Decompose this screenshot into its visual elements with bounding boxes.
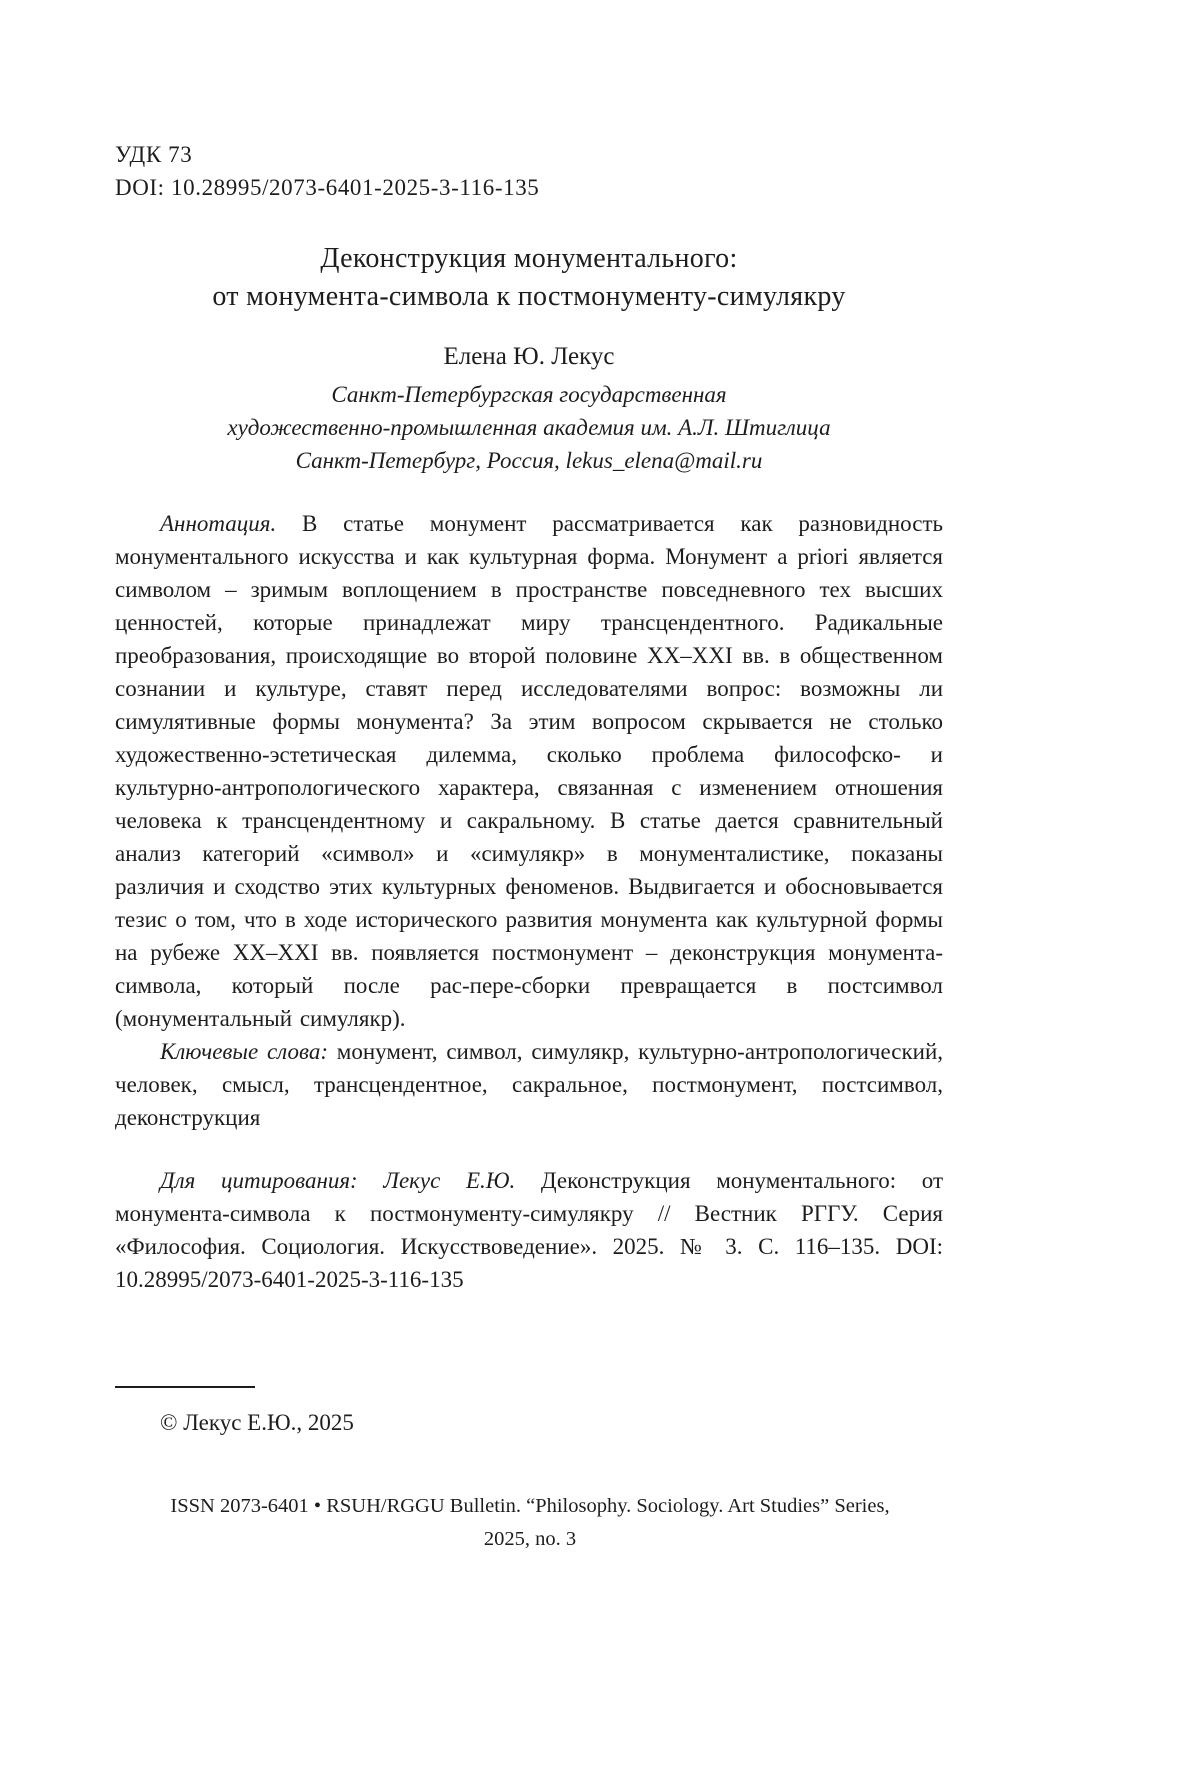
citation-paragraph (115, 1164, 943, 1296)
article-content (115, 138, 943, 1296)
page-footer (100, 1490, 960, 1556)
abstract-label: Аннотация. (160, 511, 277, 536)
citation-text: Деконструкция монументального: от монумента-символа к постмонументу-симулякру // Вестник РГГУ. Серия «Философия. Социология. Искусствоведение». 2025. № 3. С. 116–135. DOI: 10.28995/2073-6401-2025-3-116-135 (115, 1168, 943, 1292)
keywords-paragraph (115, 1035, 943, 1134)
article-title-line2: от монумента-символа к постмонументу-симулякру (212, 281, 846, 312)
affiliation-line3: Санкт-Петербург, Россия, lekus_elena@mail.ru (295, 448, 763, 473)
footer-issue-line: 2025, no. 3 (483, 1528, 577, 1550)
affiliation-line2: художественно-промышленная академия им. А.Л. Штиглица (227, 415, 831, 440)
author-affiliation (115, 378, 943, 477)
footnote-rule (115, 1386, 255, 1388)
article-title (115, 240, 943, 316)
affiliation-line1: Санкт-Петербургская государственная (331, 382, 727, 407)
citation-author: Лекус Е.Ю. (357, 1168, 516, 1193)
doi-code: DOI: 10.28995/2073-6401-2025-3-116-135 (115, 175, 540, 200)
footer-issn-line: ISSN 2073-6401 • RSUH/RGGU Bulletin. “Philosophy. Sociology. Art Studies” Series, (170, 1495, 890, 1517)
footnote-block (115, 1386, 943, 1439)
copyright-notice: © Лекус Е.Ю., 2025 (160, 1410, 354, 1435)
keywords-label: Ключевые слова: (160, 1039, 328, 1064)
udk-code: УДК 73 (115, 142, 193, 167)
author-name: Елена Ю. Лекус (443, 343, 615, 370)
citation-label: Для цитирования: (160, 1168, 358, 1193)
article-meta (115, 138, 943, 204)
keywords-text: монумент, символ, симулякр, культурно-антропологический, человек, смысл, трансцендентное, сакральное, постмонумент, постсимвол, деконструкция (115, 1039, 943, 1130)
abstract-paragraph (115, 507, 943, 1035)
article-title-line1: Деконструкция монументального: (320, 243, 738, 274)
abstract-text: В статье монумент рассматривается как разновидность монументального искусства и как культурная форма. Монумент a priori является символом – зримым воплощением в пространстве повседневного тех высших ценностей, которые принадлежат миру трансцендентного. Радикальные преобразования, происходящие во второй половине XX–XXI вв. в общественном сознании и культуре, ставят перед исследователями вопрос: возможны ли симулятивные формы монумента? За этим вопросом скрывается не столько художественно-эстетическая дилемма, сколько проблема философско- и культурно-антропологического характера, связанная с изменением отношения человека к трансцендентному и сакральному. В статье дается сравнительный анализ категорий «символ» и «симулякр» в монументалистике, показаны различия и сходство этих культурных феноменов. Выдвигается и обосновывается тезис о том, что в ходе исторического развития монумента как культурной формы на рубеже XX–XXI вв. появляется постмонумент – деконструкция монумента-символа, который после рас-пере-сборки превращается в постсимвол (монументальный симулякр). (115, 511, 943, 1031)
